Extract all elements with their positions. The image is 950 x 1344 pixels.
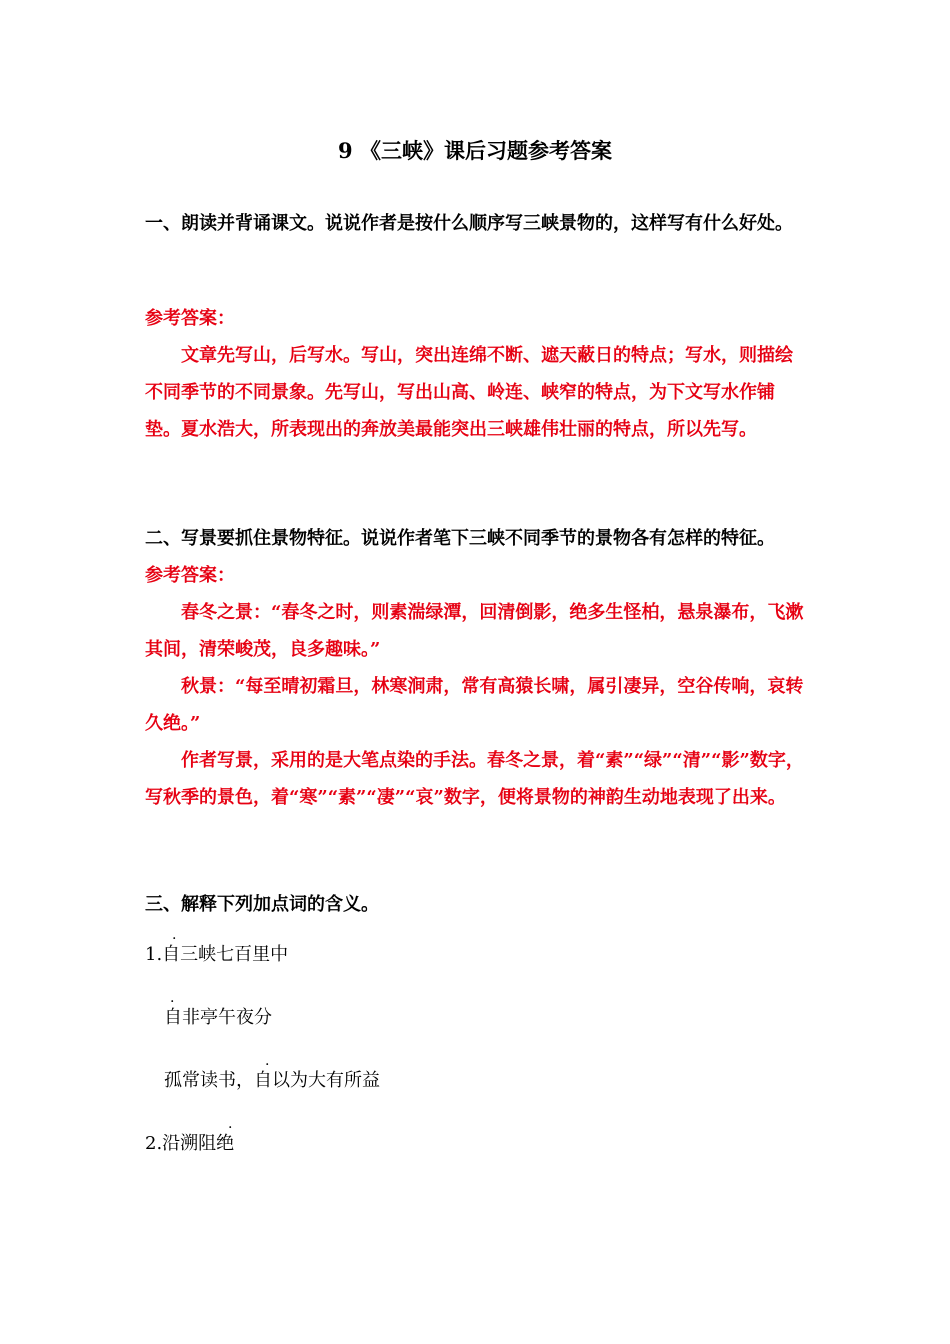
- page-title: 9 《三峡》课后习题参考答案: [338, 138, 612, 163]
- question-2-text: 二、写景要抓住景物特征。说说作者笔下三峡不同季节的景物各有怎样的特征。: [145, 528, 775, 549]
- vocab-item-2: [164, 990, 272, 1033]
- vocab-item-3-text: 孤常读书，自以为大有所益: [164, 1070, 380, 1091]
- question-1-text: 一、朗读并背诵课文。说说作者是按什么顺序写三峡景物的，这样写有什么好处。: [145, 213, 793, 234]
- vocab-item-3: [164, 1053, 380, 1096]
- question-1-section: [145, 205, 810, 242]
- answer-1-label: 参考答案：: [145, 308, 235, 329]
- vocab-item-2-text: 自非亭午夜分: [164, 1007, 272, 1028]
- vocab-item-1-text: 1.自三峡七百里中: [145, 944, 289, 965]
- emphasis-dot: .: [265, 1053, 270, 1069]
- emphasis-dot: .: [172, 927, 177, 943]
- answer-1-section: [145, 300, 810, 448]
- question-3-text: 三、解释下列加点词的含义。: [145, 894, 379, 915]
- vocab-item-1: [145, 927, 289, 970]
- emphasis-dot: .: [170, 990, 175, 1006]
- question-3-section: [145, 886, 810, 923]
- answer-2-label: 参考答案：: [145, 565, 235, 586]
- emphasis-dot: .: [228, 1116, 233, 1132]
- question-2-section: [145, 520, 815, 816]
- answer-2-para-technique: 作者写景，采用的是大笔点染的手法。春冬之景，着“素”“绿”“清”“影”数字，写秋季的景色，着“寒”“素”“凄”“哀”数字，便将景物的神韵生动地表现了出来。: [145, 750, 804, 808]
- vocab-item-4-text: 2.沿溯阻绝: [145, 1133, 235, 1154]
- vocab-item-4: [145, 1116, 235, 1159]
- answer-2-para-autumn: 秋景：“每至晴初霜旦，林寒涧肃，常有高猿长啸，属引凄异，空谷传响，哀转久绝。”: [145, 676, 804, 734]
- answer-1-text: 文章先写山，后写水。写山，突出连绵不断、遮天蔽日的特点；写水，则描绘不同季节的不同景象。先写山，写出山高、岭连、峡窄的特点，为下文写水作铺垫。夏水浩大，所表现出的奔放美最能突出三峡雄伟壮丽的特点，所以先写。: [145, 345, 793, 440]
- answer-2-para-spring-winter: 春冬之景：“春冬之时，则素湍绿潭，回清倒影，绝多生怪柏，悬泉瀑布，飞漱其间，清荣峻茂，良多趣味。”: [145, 602, 804, 660]
